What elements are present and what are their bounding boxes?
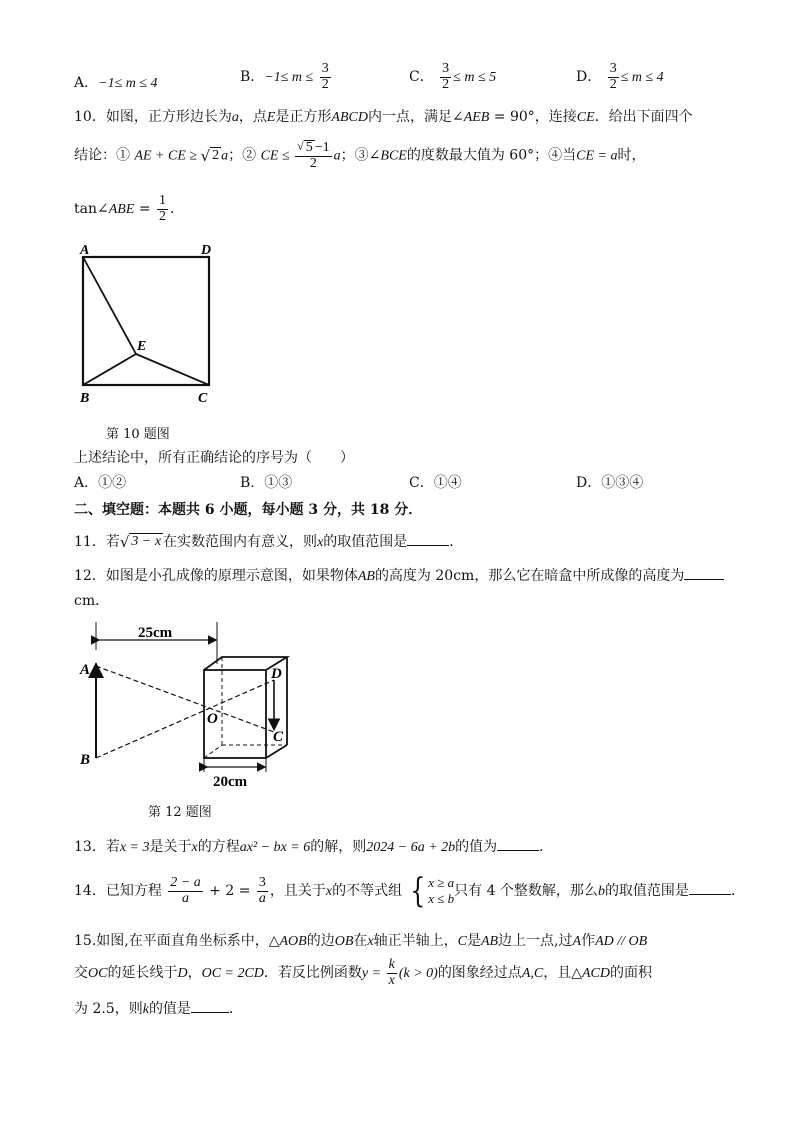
square-abcd bbox=[83, 257, 209, 385]
segment-ae bbox=[83, 257, 136, 354]
q11: 11．若 √ 3 − x 在实数范围内有意义，则x的取值范围是 ． bbox=[74, 533, 464, 551]
ray-b-to-d bbox=[96, 680, 274, 758]
ray-a-to-c bbox=[96, 666, 274, 732]
q10-question: 上述结论中，所有正确结论的序号为（ ） bbox=[74, 450, 354, 466]
q10-line1: 10．如图，正方形边长为a，点E是正方形ABCD内一点，满足∠AEB = 90°，连接CE．给出下面四个 bbox=[74, 109, 693, 125]
label-e: E bbox=[137, 339, 147, 354]
q10-option-c: C．①④ bbox=[409, 475, 462, 491]
q10-line2: 结论：① AE + CE ≥ √ 2 a；② CE ≤ √ 5 −1 2 a；③∠BCE的度数最大值为 60°；④当CE = a时， bbox=[74, 139, 646, 171]
label-a: A bbox=[80, 662, 91, 678]
label-b: B bbox=[80, 391, 90, 406]
label-d: D bbox=[201, 243, 212, 258]
label-b: B bbox=[80, 752, 91, 768]
q13: 13．若x = 3是关于x的方程ax² − bx = 6的解，则2024 − 6a + 2b的值为 ． bbox=[74, 839, 554, 855]
q10-figure bbox=[74, 238, 224, 413]
q9-option-d: D． $\frac{3}{2}$ ≤ m ≤ 4 bbox=[576, 61, 664, 92]
q10-line3: tan∠ABE = $\frac{1}{2}$ ． bbox=[74, 193, 185, 224]
q10-option-b: B．①③ bbox=[240, 475, 293, 491]
q12-figure bbox=[74, 620, 304, 792]
q11-answer-blank[interactable] bbox=[407, 533, 449, 546]
q15-line3: 为 2.5，则k的值是 ． bbox=[74, 1001, 243, 1017]
box-bottom-right bbox=[266, 745, 287, 758]
q9-option-c: C． $\frac{3}{2}$ ≤ m ≤ 5 bbox=[409, 61, 497, 92]
segment-ce bbox=[136, 354, 209, 385]
inequality-system: { x ≥ a x ≤ b bbox=[409, 871, 455, 911]
segment-be bbox=[83, 354, 136, 385]
q13-answer-blank[interactable] bbox=[497, 838, 539, 851]
dim-label-20cm: 20cm bbox=[213, 774, 248, 790]
label-d: D bbox=[271, 666, 282, 682]
label-c: C bbox=[273, 729, 284, 745]
q12-answer-blank[interactable] bbox=[684, 567, 724, 580]
q10-option-a: A．①② bbox=[74, 475, 127, 491]
label-a: A bbox=[80, 243, 90, 258]
box-hidden-diag bbox=[204, 745, 222, 758]
q12-line1: 12．如图是小孔成像的原理示意图，如果物体AB的高度为 20cm，那么它在暗盒中所成像的高度为 bbox=[74, 565, 724, 585]
q10-option-d: D．①③④ bbox=[576, 475, 644, 491]
q14-answer-blank[interactable] bbox=[689, 882, 731, 895]
q9-option-a: A．−1≤ m ≤ 4 bbox=[74, 75, 158, 91]
q14: 14．已知方程 $\frac{2 - a}{a}$ + 2 = $\frac{3}{a}$ ，且关于x的不等式组 { x ≥ a x ≤ b 只有 4 个整数解，那么b的取值范围是 ． bbox=[74, 871, 745, 911]
q15-answer-blank[interactable] bbox=[191, 1000, 229, 1013]
q9-option-b: B．−1≤ m ≤ $\frac{3}{2}$ bbox=[240, 61, 329, 92]
dim-label-25cm: 25cm bbox=[138, 625, 173, 641]
label-o: O bbox=[207, 711, 218, 727]
label-c: C bbox=[198, 391, 208, 406]
q10-figure-caption: 第 10 题图 bbox=[106, 427, 170, 442]
section2-heading: 二、填空题：本题共 6 小题，每小题 3 分，共 18 分． bbox=[74, 502, 423, 518]
q12-figure-caption: 第 12 题图 bbox=[148, 805, 212, 820]
q15-line2: 交OC的延长线于D，OC = 2CD．若反比例函数y = $\frac{k}{x}$ (k > 0)的图象经过点A,C，且△ACD的面积 bbox=[74, 957, 652, 988]
q12-line2: cm． bbox=[74, 593, 110, 609]
q15-line1: 15.如图,在平面直角坐标系中，△AOB的边OB在x轴正半轴上，C是AB边上一点,过A作AD // OB bbox=[74, 933, 648, 949]
